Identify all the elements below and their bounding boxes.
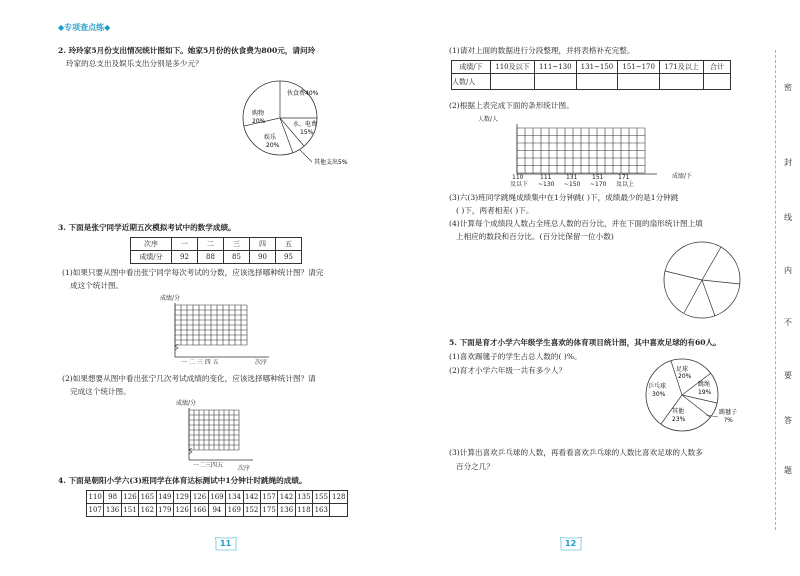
bar-x4: 151 — [592, 174, 604, 181]
group-cell[interactable] — [704, 74, 731, 90]
binding-dash-line — [775, 50, 777, 530]
pie3-pingpong: 乒乓球 — [648, 383, 667, 390]
group-cell[interactable] — [491, 74, 535, 90]
rope-cell: 166 — [191, 504, 208, 517]
rope-cell: 98 — [104, 491, 121, 504]
rope-table — [86, 490, 348, 517]
pie1-shopping: 购物 — [252, 110, 265, 117]
score-v4: 90 — [250, 251, 276, 264]
q5-2: (2)育才小学六年级一共有多少人？ — [449, 366, 567, 375]
rope-cell: 169 — [226, 504, 243, 517]
page-number-left: 11 — [220, 539, 232, 548]
expense-pie-chart — [230, 70, 370, 170]
q3-2-line2: 完成这个统计图。 — [70, 387, 131, 396]
chart2-grid — [183, 408, 258, 468]
rope-cell: 155 — [313, 491, 330, 504]
q5a: 5. 下面是育才小学六年级学生喜欢的体育项目统计图，其中喜欢足球的有60人。 — [449, 338, 721, 347]
bar-x1b: 及以下 — [510, 181, 529, 188]
rope-cell: 126 — [191, 491, 208, 504]
q4-1: (1)请对上面的数据进行分段整理，并将表格补充完整。 — [449, 46, 635, 55]
chart2-xlabel: 次序 — [238, 465, 251, 472]
score-h0: 次序 — [131, 238, 172, 251]
group-c1: 110及以下 — [491, 61, 535, 74]
pie3-other: 其他 — [672, 408, 685, 415]
group-cell[interactable] — [618, 74, 660, 90]
q4-4b: 上相应的数段和百分比。(百分比保留一位小数) — [456, 232, 614, 241]
bar-x5b: 及以上 — [616, 181, 635, 188]
group-c3: 131~150 — [576, 61, 618, 74]
score-table — [130, 237, 302, 264]
group-cell[interactable] — [660, 74, 704, 90]
group-table — [451, 60, 731, 90]
q5-3b: 百分之几？ — [456, 462, 494, 471]
rope-cell: 162 — [139, 504, 156, 517]
rope-cell: 136 — [104, 504, 121, 517]
rope-cell: 142 — [278, 491, 295, 504]
q3-2-line1: (2)如果想要从图中看出张宁几次考试成绩的变化，应该选择哪种统计图？请 — [62, 374, 316, 383]
rope-cell: 149 — [156, 491, 173, 504]
pie1-ent-pct: 20% — [266, 142, 280, 149]
binding-char: 密 — [784, 83, 792, 92]
group-cell[interactable] — [534, 74, 576, 90]
page-number-right: 12 — [565, 539, 577, 548]
sports-pie-chart — [640, 355, 770, 435]
bar-x3b: ~150 — [564, 181, 581, 188]
rope-cell: 142 — [243, 491, 260, 504]
section-header: ◆专项查点练◆ — [58, 23, 111, 32]
rope-cell: 151 — [121, 504, 138, 517]
rope-cell: 134 — [226, 491, 243, 504]
binding-char: 答 — [784, 416, 792, 425]
rope-cell: 126 — [173, 504, 190, 517]
score-h5: 五 — [276, 238, 302, 251]
group-r1: 人数/人 — [452, 74, 491, 90]
pie1-food: 伙食费40% — [287, 90, 319, 97]
group-c6: 合计 — [704, 61, 731, 74]
rope-cell: 152 — [243, 504, 260, 517]
pie3-pingpong-pct: 30% — [652, 391, 666, 398]
pie3-football: 足球 — [676, 366, 689, 373]
rope-cell: 126 — [121, 491, 138, 504]
score-h4: 四 — [250, 238, 276, 251]
bar-x5: 171 — [618, 174, 630, 181]
q2-line1: 2. 玲玲家5月份支出情况统计图如下。她家5月份的伙食费为800元，请问玲 — [58, 46, 316, 55]
binding-char: 不 — [784, 318, 792, 327]
group-c4: 151~170 — [618, 61, 660, 74]
pie1-ent: 娱乐 — [264, 134, 277, 141]
group-cell[interactable] — [576, 74, 618, 90]
rope-cell: 135 — [295, 491, 312, 504]
chart1-xlabel: 次序 — [255, 359, 268, 366]
rope-cell: 169 — [208, 491, 225, 504]
score-v5: 95 — [276, 251, 302, 264]
bar-x3: 131 — [566, 174, 578, 181]
rope-cell: 128 — [330, 491, 348, 504]
pie1-util: 水、电费 — [293, 121, 318, 128]
binding-char: 封 — [784, 158, 792, 167]
pie1-shopping-pct: 20% — [252, 118, 266, 125]
rope-cell: 129 — [173, 491, 190, 504]
binding-char: 题 — [784, 466, 792, 475]
q5-3a: (3)计算出喜欢乒乓球的人数，再看看喜欢乒乓球的人数比喜欢足球的人数多 — [449, 448, 703, 457]
group-c5: 171及以上 — [660, 61, 704, 74]
q3-1-line2: 成这个统计图。 — [70, 281, 124, 290]
q3-line1: 3. 下面是张宁同学近期五次模拟考试中的数学成绩。 — [58, 223, 236, 232]
chart1-xticks: 一 二 三 四 五 — [181, 359, 219, 366]
pie3-jianzi-pct: ?% — [724, 417, 733, 424]
pie3-football-pct: 20% — [678, 373, 692, 380]
rope-cell: 118 — [295, 504, 312, 517]
rope-cell — [330, 504, 348, 517]
bar-x4b: ~170 — [590, 181, 607, 188]
chart2-ylabel: 成绩/分 — [176, 400, 197, 407]
score-h3: 三 — [224, 238, 250, 251]
rope-cell: 136 — [278, 504, 295, 517]
pie3-other-pct: 23% — [672, 416, 686, 423]
pie1-other: 其他支出5% — [314, 159, 348, 166]
bar-x1: 110 — [512, 174, 524, 181]
q4-3b: ( )下，两者相差( )下。 — [456, 206, 534, 215]
q4-3a: (3)六(3)班同学跳绳成绩集中在1分钟跳( )下，成绩最少的是1分钟跳 — [449, 193, 679, 202]
rope-cell: 179 — [156, 504, 173, 517]
pie3-rope: 跳绳 — [698, 381, 711, 388]
rope-cell: 163 — [313, 504, 330, 517]
q5-1: (1)喜欢踢毽子的学生占总人数的( )%。 — [449, 352, 582, 361]
q3-1-line1: (1)如果只要从图中看出张宁同学每次考试的分数，应该选择哪种统计图？请完 — [62, 268, 324, 277]
chart1-ylabel: 成绩/分 — [160, 295, 181, 302]
binding-char: 要 — [784, 371, 792, 380]
q2-line2: 玲家的总支出及娱乐支出分别是多少元？ — [66, 59, 203, 68]
score-h1: 一 — [172, 238, 198, 251]
group-c2: 111~130 — [534, 61, 576, 74]
q4-4a: (4)计算每个成绩段人数占全班总人数的百分比，并在下面的扇形统计图上填 — [449, 219, 703, 228]
score-h2: 二 — [198, 238, 224, 251]
score-v1: 92 — [172, 251, 198, 264]
group-c0: 成绩/下 — [452, 61, 491, 74]
bar-x2: 111 — [540, 174, 552, 181]
pie3-jianzi: 踢毽子 — [719, 409, 738, 416]
bar-ylabel: 人数/人 — [478, 116, 499, 123]
rope-cell: 175 — [260, 504, 277, 517]
pie1-util-pct: 15% — [300, 129, 314, 136]
bar-x2b: ~130 — [538, 181, 555, 188]
rope-cell: 110 — [87, 491, 104, 504]
rope-cell: 94 — [208, 504, 225, 517]
q4-2: (2)根据上表完成下面的条形统计图。 — [449, 101, 574, 110]
pie3-rope-pct: 19% — [698, 389, 712, 396]
blank-pie-chart — [660, 238, 744, 322]
rope-cell: 165 — [139, 491, 156, 504]
chart2-xticks: 一二三四五 — [193, 462, 224, 469]
bar-xlabel: 成绩/下 — [672, 173, 693, 180]
bar-chart-grid — [505, 124, 665, 176]
q4-line1: 4. 下面是朝阳小学六(3)班同学在体育达标测试中1分钟计时跳绳的成绩。 — [58, 476, 307, 485]
score-v3: 85 — [224, 251, 250, 264]
rope-cell: 107 — [87, 504, 104, 517]
rope-cell: 157 — [260, 491, 277, 504]
binding-char: 内 — [784, 266, 792, 275]
binding-char: 线 — [784, 213, 792, 222]
score-r0: 成绩/分 — [131, 251, 172, 264]
score-v2: 88 — [198, 251, 224, 264]
